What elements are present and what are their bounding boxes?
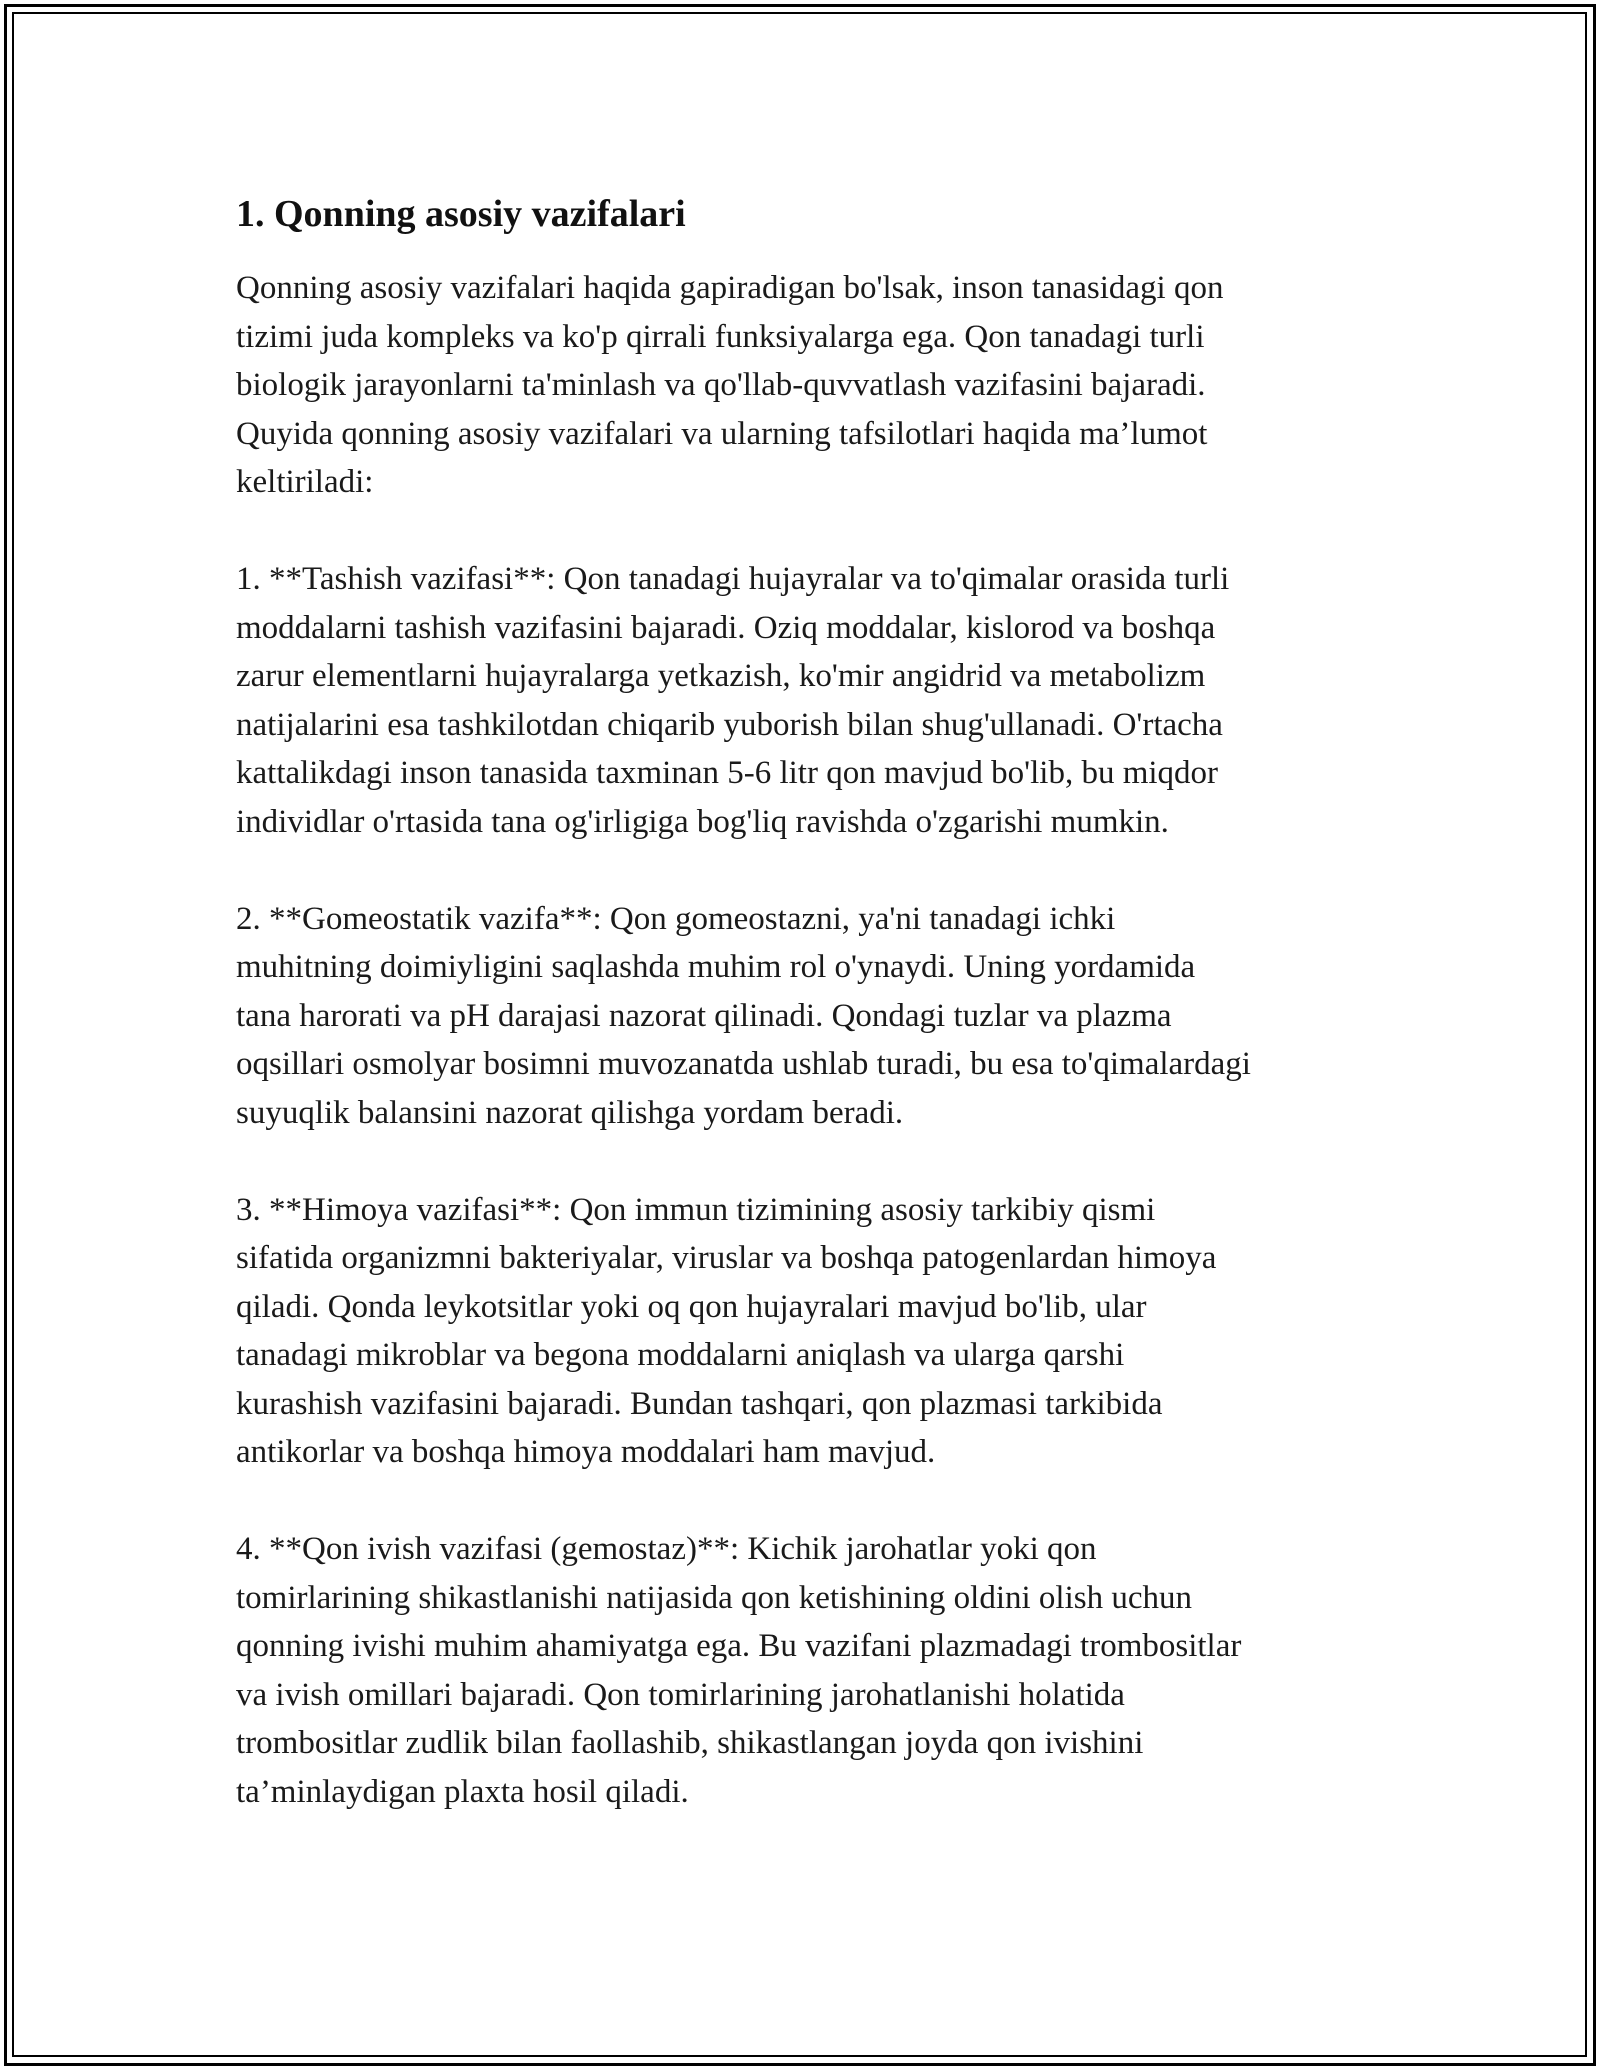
section-heading: 1. Qonning asosiy vazifalari xyxy=(236,193,686,235)
paragraph-line: oqsillari osmolyar bosimni muvozanatda ushlab turadi, bu esa to'qimalardagi xyxy=(236,1046,1251,1082)
paragraph-line: tanadagi mikroblar va begona moddalarni aniqlash va ularga qarshi xyxy=(236,1337,1125,1373)
paragraph-line: moddalarni tashish vazifasini bajaradi. Oziq moddalar, kislorod va boshqa xyxy=(236,609,1216,646)
paragraph-line: 2. **Gomeostatik vazifa**: Qon gomeostazni, ya'ni tanadagi ichki xyxy=(236,900,1116,937)
paragraph-line: kattalikdagi inson tanasida taxminan 5-6 litr qon mavjud bo'lib, bu miqdor xyxy=(236,755,1219,791)
transport-function-paragraph xyxy=(236,555,1376,846)
paragraph-line: Qonning asosiy vazifalari haqida gapiradigan bo'lsak, inson tanasidagi qon xyxy=(236,270,1224,306)
paragraph-line: natijalarini esa tashkilotdan chiqarib yuborish bilan shug'ullanadi. O'rtacha xyxy=(236,706,1223,743)
paragraph-line: suyuqlik balansini nazorat qilishga yordam beradi. xyxy=(236,1094,904,1131)
paragraph-line: 1. **Tashish vazifasi**: Qon tanadagi hujayralar va to'qimalar orasida turli xyxy=(236,561,1230,597)
paragraph-line: tizimi juda kompleks va ko'p qirrali funksiyalarga ega. Qon tanadagi turli xyxy=(236,318,1205,355)
clotting-function-paragraph xyxy=(236,1525,1376,1816)
paragraph-line: ta’minlaydigan plaxta hosil qiladi. xyxy=(236,1773,689,1810)
paragraph-line: keltiriladi: xyxy=(236,464,374,500)
paragraph-line: qonning ivishi muhim ahamiyatga ega. Bu vazifani plazmadagi trombositlar xyxy=(236,1628,1242,1664)
paragraph-line: trombositlar zudlik bilan faollashib, shikastlangan joyda qon ivishini xyxy=(236,1725,1144,1761)
paragraph-line: 4. **Qon ivish vazifasi (gemostaz)**: Kichik jarohatlar yoki qon xyxy=(236,1531,1097,1567)
document-body xyxy=(236,186,1376,1865)
intro-paragraph xyxy=(236,264,1376,507)
paragraph-line: 3. **Himoya vazifasi**: Qon immun tizimining asosiy tarkibiy qismi xyxy=(236,1191,1156,1228)
protective-function-paragraph xyxy=(236,1186,1376,1477)
homeostatic-function-paragraph xyxy=(236,895,1376,1138)
paragraph-line: tana harorati va pH darajasi nazorat qilinadi. Qondagi tuzlar va plazma xyxy=(236,997,1172,1034)
paragraph-line: individlar o'rtasida tana og'irligiga bog'liq ravishda o'zgarishi mumkin. xyxy=(236,803,1169,840)
paragraph-line: zarur elementlarni hujayralarga yetkazish, ko'mir angidrid va metabolizm xyxy=(236,658,1206,694)
paragraph-line: qiladi. Qonda leykotsitlar yoki oq qon hujayralari mavjud bo'lib, ular xyxy=(236,1288,1147,1325)
paragraph-line: muhitning doimiyligini saqlashda muhim rol o'ynaydi. Uning yordamida xyxy=(236,949,1196,985)
paragraph-line: antikorlar va boshqa himoya moddalari ham mavjud. xyxy=(236,1434,936,1470)
paragraph-line: tomirlarining shikastlanishi natijasida qon ketishining oldini olish uchun xyxy=(236,1579,1193,1616)
paragraph-line: va ivish omillari bajaradi. Qon tomirlarining jarohatlanishi holatida xyxy=(236,1676,1125,1713)
paragraph-line: sifatida organizmni bakteriyalar, viruslar va boshqa patogenlardan himoya xyxy=(236,1240,1217,1276)
paragraph-line: biologik jarayonlarni ta'minlash va qo'llab-quvvatlash vazifasini bajaradi. xyxy=(236,367,1206,403)
paragraph-line: kurashish vazifasini bajaradi. Bundan tashqari, qon plazmasi tarkibida xyxy=(236,1385,1163,1422)
paragraph-line: Quyida qonning asosiy vazifalari va ularning tafsilotlari haqida ma’lumot xyxy=(236,415,1208,452)
